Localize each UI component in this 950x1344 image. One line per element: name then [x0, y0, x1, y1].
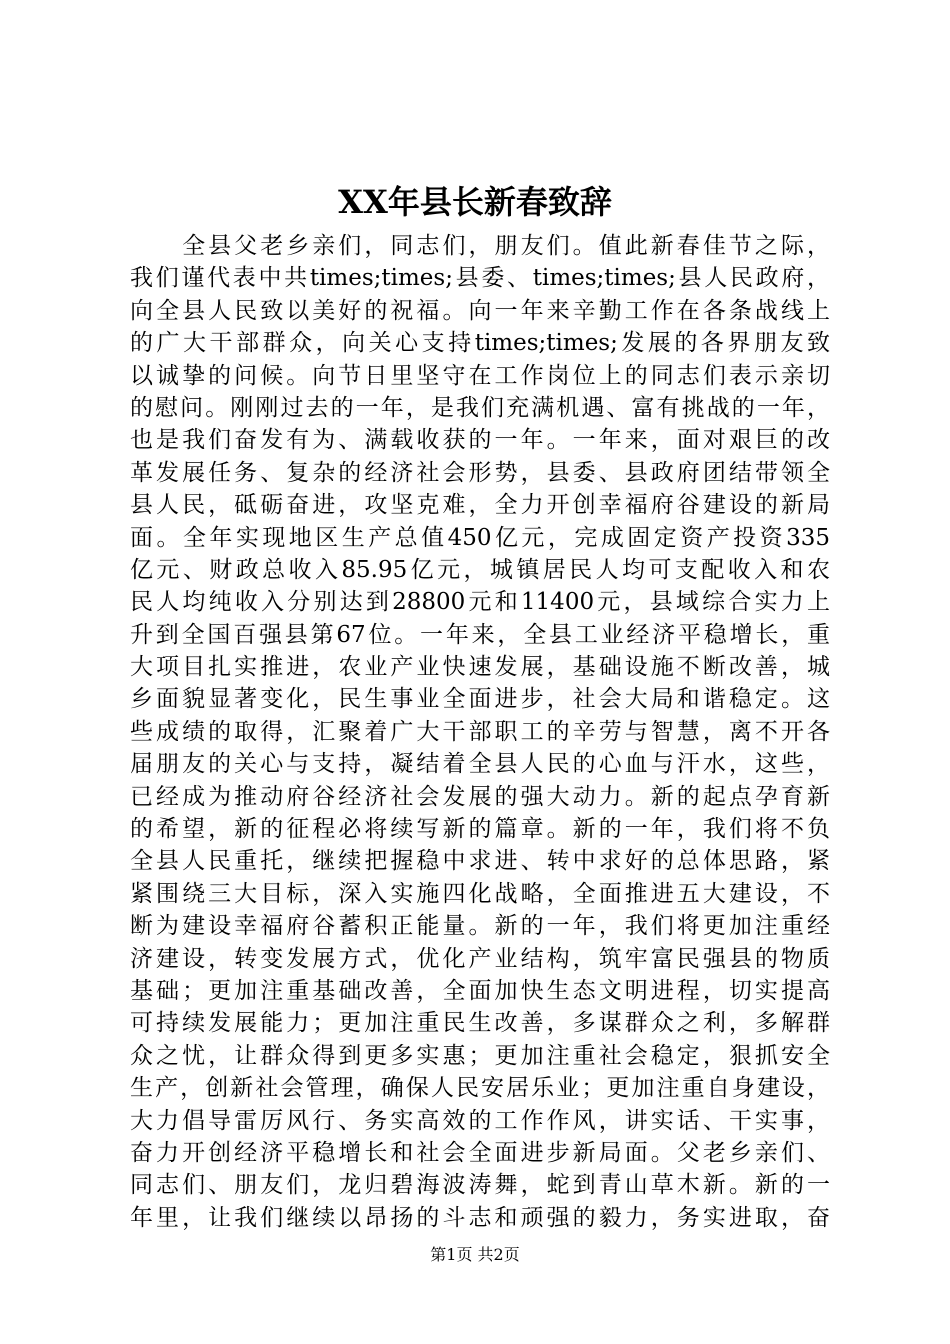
body-line: 以诚挚的问候。向节日里坚守在工作岗位上的同志们表示亲切 [130, 362, 830, 389]
body-line: 大力倡导雷厉风行、务实高效的工作作风，讲实话、干实事， [130, 1107, 830, 1134]
body-line: 县人民，砥砺奋进，攻坚克难，全力开创幸福府谷建设的新局 [130, 492, 830, 519]
body-line: 的希望，新的征程必将续写新的篇章。新的一年，我们将不负 [130, 816, 830, 843]
body-line: 众之忧，让群众得到更多实惠；更加注重社会稳定，狠抓安全 [130, 1042, 830, 1069]
body-line: 的慰问。刚刚过去的一年，是我们充满机遇、富有挑战的一年， [130, 394, 830, 421]
body-line: 生产，创新社会管理，确保人民安居乐业；更加注重自身建设， [130, 1075, 830, 1102]
body-line: 基础；更加注重基础改善，全面加快生态文明进程，切实提高 [130, 977, 830, 1004]
body-line: 已经成为推动府谷经济社会发展的强大动力。新的起点孕育新 [130, 783, 830, 810]
body-line: 断为建设幸福府谷蓄积正能量。新的一年，我们将更加注重经 [130, 913, 830, 940]
body-line: 升到全国百强县第67位。一年来，全县工业经济平稳增长，重 [130, 621, 830, 648]
body-line: 民人均纯收入分别达到28800元和11400元，县域综合实力上 [130, 589, 830, 616]
body-line: 向全县人民致以美好的祝福。向一年来辛勤工作在各条战线上 [130, 297, 830, 324]
body-line: 亿元、财政总收入85.95亿元，城镇居民人均可支配收入和农 [130, 556, 830, 583]
body-line: 全县人民重托，继续把握稳中求进、转中求好的总体思路，紧 [130, 848, 830, 875]
body-line: 些成绩的取得，汇聚着广大干部职工的辛劳与智慧，离不开各 [130, 718, 830, 745]
document-title: XX年县长新春致辞 [338, 183, 612, 221]
document-body [130, 230, 830, 1234]
body-line: 乡面貌显著变化，民生事业全面进步，社会大局和谐稳定。这 [130, 686, 830, 713]
body-line: 年里，让我们继续以昂扬的斗志和顽强的毅力，务实进取，奋 [130, 1204, 830, 1231]
body-line: 革发展任务、复杂的经济社会形势，县委、县政府团结带领全 [130, 459, 830, 486]
body-line: 奋力开创经济平稳增长和社会全面进步新局面。父老乡亲们、 [130, 1139, 830, 1166]
body-line: 也是我们奋发有为、满载收获的一年。一年来，面对艰巨的改 [130, 427, 830, 454]
body-line: 届朋友的关心与支持，凝结着全县人民的心血与汗水，这些， [130, 751, 830, 778]
body-line: 的广大干部群众，向关心支持times;times;发展的各界朋友致 [130, 330, 830, 357]
body-line: 面。全年实现地区生产总值450亿元，完成固定资产投资335 [130, 524, 830, 551]
body-line: 全县父老乡亲们，同志们，朋友们。值此新春佳节之际， [130, 233, 830, 259]
page-number-footer: 第1页 共2页 [430, 1245, 520, 1264]
body-line: 可持续发展能力；更加注重民生改善，多谋群众之利，多解群 [130, 1010, 830, 1037]
body-line: 济建设，转变发展方式，优化产业结构，筑牢富民强县的物质 [130, 945, 830, 972]
body-line: 我们谨代表中共times;times;县委、times;times;县人民政府， [130, 265, 830, 292]
body-line: 同志们、朋友们，龙归碧海波涛舞，蛇到青山草木新。新的一 [130, 1172, 830, 1199]
body-line: 紧围绕三大目标，深入实施四化战略，全面推进五大建设，不 [130, 880, 830, 907]
body-line: 大项目扎实推进，农业产业快速发展，基础设施不断改善，城 [130, 654, 830, 681]
